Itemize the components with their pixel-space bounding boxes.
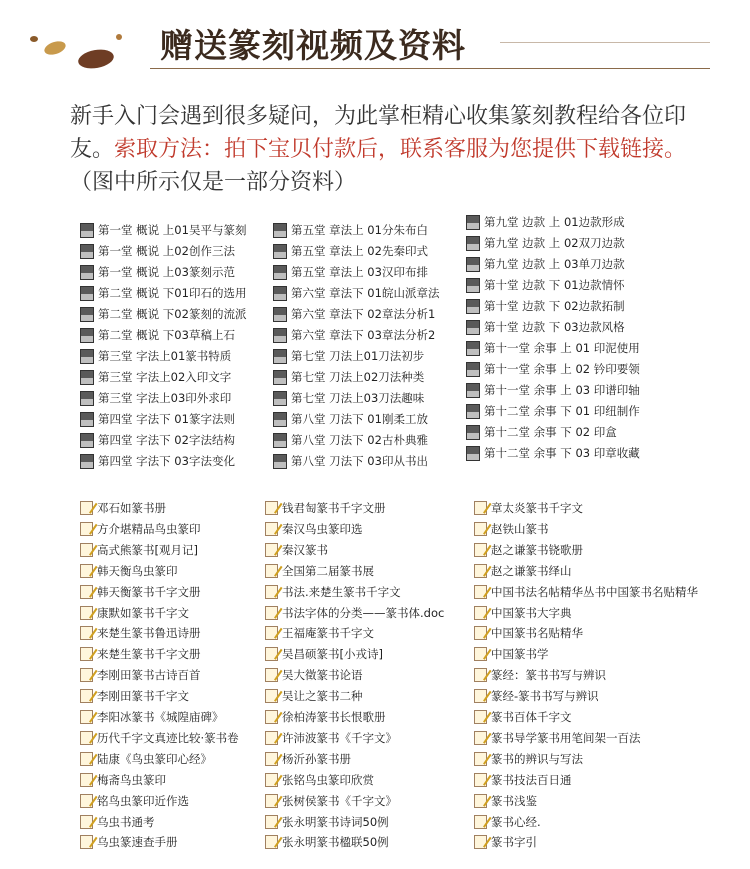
video-file-label: 第三堂 字法上01篆书特质 [98, 349, 232, 363]
document-file-icon [80, 606, 93, 620]
video-file-label: 第二堂 概说 下01印石的选用 [98, 286, 247, 300]
video-file-icon [80, 244, 94, 259]
document-file-label: 书法.来楚生篆书千字文 [282, 585, 401, 599]
document-file-label: 书法字体的分类——篆书体.doc [282, 606, 445, 620]
document-file-label: 李刚田篆书千字文 [97, 689, 189, 703]
document-file-item[interactable] [265, 563, 374, 583]
document-file-item[interactable] [80, 688, 189, 708]
video-file-item[interactable] [466, 214, 625, 234]
document-file-item[interactable] [80, 521, 201, 541]
video-file-label: 第九堂 边款 上 03单刀边款 [484, 257, 625, 271]
video-file-item[interactable] [273, 306, 435, 326]
document-file-icon [265, 773, 278, 787]
video-file-label: 第三堂 字法上02入印文字 [98, 370, 232, 384]
video-file-label: 第八堂 刀法下 01刚柔工放 [291, 412, 428, 426]
document-file-label: 邓石如篆书册 [97, 501, 166, 515]
document-file-icon [265, 689, 278, 703]
document-file-label: 篆书导学篆书用笔间架一百法 [491, 731, 641, 745]
document-file-label: 秦汉鸟虫篆印选 [282, 522, 363, 536]
video-file-item[interactable] [466, 277, 625, 297]
document-file-icon [265, 815, 278, 829]
intro-text [70, 100, 710, 199]
video-file-item[interactable] [273, 390, 424, 410]
video-file-item[interactable] [273, 327, 435, 347]
video-file-item[interactable] [273, 411, 428, 431]
document-file-item[interactable] [265, 834, 389, 854]
document-file-item[interactable] [80, 814, 155, 834]
document-file-item[interactable] [265, 709, 386, 729]
video-file-icon [273, 286, 287, 301]
video-file-item[interactable] [466, 361, 640, 381]
document-file-label: 李刚田篆书古诗百首 [97, 668, 201, 682]
document-file-item[interactable] [80, 500, 166, 520]
document-file-icon [265, 731, 278, 745]
document-file-icon [80, 835, 93, 849]
document-file-label: 许沛波篆书《千字文》 [282, 731, 397, 745]
video-file-label: 第五堂 章法上 02先秦印式 [291, 244, 428, 258]
document-file-icon [265, 626, 278, 640]
document-file-icon [80, 731, 93, 745]
document-file-icon [265, 522, 278, 536]
document-file-icon [80, 522, 93, 536]
document-file-item[interactable] [265, 542, 328, 562]
video-file-label: 第九堂 边款 上 01边款形成 [484, 215, 625, 229]
document-file-item[interactable] [474, 730, 641, 750]
video-file-item[interactable] [80, 285, 246, 305]
document-file-item[interactable] [474, 500, 583, 520]
document-file-item[interactable] [474, 688, 599, 708]
video-file-icon [466, 383, 480, 398]
intro-description: 新手入门会遇到很多疑问，为此掌柜精心收集篆刻教程给各位印友。 [70, 104, 687, 162]
video-file-label: 第四堂 字法下 01篆字法则 [98, 412, 235, 426]
document-file-item[interactable] [80, 646, 201, 666]
document-file-label: 赵铁山篆书 [491, 522, 549, 536]
video-file-icon [466, 425, 480, 440]
document-file-item[interactable] [80, 709, 224, 729]
document-file-item[interactable] [265, 646, 383, 666]
video-file-item[interactable] [466, 235, 625, 255]
video-file-icon [466, 278, 480, 293]
video-file-icon [273, 307, 287, 322]
video-file-icon [80, 223, 94, 238]
document-file-icon [474, 606, 487, 620]
document-file-icon [265, 647, 278, 661]
document-file-item[interactable] [474, 793, 537, 813]
video-file-item[interactable] [80, 222, 246, 242]
video-file-label: 第十一堂 余事 上 03 印谱印轴 [484, 383, 640, 397]
document-file-label: 钱君匋篆书千字文册 [282, 501, 386, 515]
video-file-icon [273, 328, 287, 343]
document-file-icon [474, 626, 487, 640]
document-file-label: 梅斋鸟虫篆印 [97, 773, 166, 787]
document-file-label: 篆书的辨识与写法 [491, 752, 583, 766]
document-file-icon [474, 564, 487, 578]
video-file-item[interactable] [466, 340, 640, 360]
document-file-icon [474, 773, 487, 787]
document-file-icon [265, 710, 278, 724]
document-file-item[interactable] [265, 730, 397, 750]
document-file-icon [474, 689, 487, 703]
document-file-label: 中国书法名帖精华丛书中国篆书名贴精华 [491, 585, 698, 599]
video-file-label: 第一堂 概说 上03篆刻示范 [98, 265, 235, 279]
video-file-label: 第十二堂 余事 下 02 印盒 [484, 425, 617, 439]
video-file-item[interactable] [80, 264, 235, 284]
video-file-icon [273, 391, 287, 406]
document-file-item[interactable] [80, 605, 189, 625]
video-file-label: 第十二堂 余事 下 03 印章收藏 [484, 446, 640, 460]
document-file-label: 来楚生篆书鲁迅诗册 [97, 626, 201, 640]
document-file-item[interactable] [265, 584, 401, 604]
document-file-label: 韩天衡鸟虫篆印 [97, 564, 178, 578]
document-file-item[interactable] [265, 793, 397, 813]
video-file-item[interactable] [273, 222, 428, 242]
video-file-icon [466, 404, 480, 419]
document-file-icon [474, 668, 487, 682]
document-file-icon [474, 543, 487, 557]
document-file-label: 张铭鸟虫篆印欣赏 [282, 773, 374, 787]
divider [500, 42, 710, 43]
document-file-item[interactable] [265, 688, 363, 708]
document-file-item[interactable] [80, 584, 201, 604]
document-file-icon [80, 626, 93, 640]
document-file-label: 王福庵篆书千字文 [282, 626, 374, 640]
video-file-item[interactable] [273, 369, 424, 389]
document-file-label: 张永明篆书诗词50例 [282, 815, 389, 829]
video-file-item[interactable] [466, 382, 640, 402]
document-file-item[interactable] [265, 605, 444, 625]
ink-dot-decoration [116, 34, 122, 40]
document-file-label: 赵之谦篆书绎山 [491, 564, 572, 578]
video-file-icon [80, 265, 94, 280]
video-file-icon [80, 370, 94, 385]
document-file-label: 徐柏涛篆书长恨歌册 [282, 710, 386, 724]
video-file-label: 第十一堂 余事 上 02 钤印要领 [484, 362, 640, 376]
document-file-label: 吴大徵篆书论语 [282, 668, 363, 682]
document-file-icon [474, 585, 487, 599]
document-file-label: 张永明篆书楹联50例 [282, 835, 389, 849]
document-file-icon [80, 501, 93, 515]
video-file-item[interactable] [80, 453, 235, 473]
video-file-item[interactable] [273, 453, 428, 473]
video-file-item[interactable] [273, 285, 439, 305]
video-file-label: 第二堂 概说 下03草稿上石 [98, 328, 235, 342]
video-file-icon [273, 370, 287, 385]
video-file-item[interactable] [80, 432, 235, 452]
video-file-label: 第六堂 章法下 01皖山派章法 [291, 286, 440, 300]
document-file-item[interactable] [80, 730, 239, 750]
video-file-label: 第七堂 刀法上03刀法趣味 [291, 391, 425, 405]
document-file-icon [474, 752, 487, 766]
document-file-icon [265, 752, 278, 766]
document-file-icon [80, 710, 93, 724]
document-file-item[interactable] [80, 751, 212, 771]
document-file-icon [80, 668, 93, 682]
document-file-icon [80, 815, 93, 829]
document-file-label: 韩天衡篆书千字文册 [97, 585, 201, 599]
document-file-label: 乌虫篆速查手册 [97, 835, 178, 849]
banner-title: 赠送篆刻视频及资料 [160, 26, 466, 65]
document-file-label: 方介堪精品鸟虫篆印 [97, 522, 201, 536]
document-file-item[interactable] [80, 834, 178, 854]
video-file-icon [466, 257, 480, 272]
video-file-label: 第二堂 概说 下02篆刻的流派 [98, 307, 247, 321]
video-file-icon [80, 349, 94, 364]
video-file-label: 第四堂 字法下 03字法变化 [98, 454, 235, 468]
document-file-icon [265, 835, 278, 849]
document-file-label: 篆经：篆书书写与辨识 [491, 668, 606, 682]
document-file-icon [265, 668, 278, 682]
video-file-item[interactable] [466, 319, 625, 339]
video-file-label: 第七堂 刀法上02刀法种类 [291, 370, 425, 384]
video-file-icon [273, 454, 287, 469]
video-file-icon [80, 433, 94, 448]
video-file-icon [466, 299, 480, 314]
document-file-item[interactable] [474, 521, 549, 541]
video-file-label: 第四堂 字法下 02字法结构 [98, 433, 235, 447]
video-file-icon [80, 412, 94, 427]
document-file-item[interactable] [265, 772, 374, 792]
video-file-item[interactable] [466, 256, 625, 276]
document-file-item[interactable] [474, 709, 572, 729]
document-file-item[interactable] [265, 521, 363, 541]
document-file-label: 章太炎篆书千字文 [491, 501, 583, 515]
video-file-icon [80, 307, 94, 322]
document-file-icon [80, 647, 93, 661]
video-file-icon [273, 244, 287, 259]
document-file-item[interactable] [474, 772, 572, 792]
document-file-icon [265, 543, 278, 557]
document-file-item[interactable] [474, 646, 549, 666]
video-file-icon [273, 265, 287, 280]
document-file-icon [80, 585, 93, 599]
document-file-icon [474, 522, 487, 536]
video-file-label: 第七堂 刀法上01刀法初步 [291, 349, 425, 363]
video-file-label: 第一堂 概说 上02创作三法 [98, 244, 235, 258]
document-file-label: 中国篆书名贴精华 [491, 626, 583, 640]
video-file-label: 第八堂 刀法下 02古朴典雅 [291, 433, 428, 447]
video-file-icon [466, 446, 480, 461]
document-file-icon [474, 501, 487, 515]
ink-dot-decoration [43, 39, 68, 57]
document-file-label: 吴让之篆书二种 [282, 689, 363, 703]
document-file-item[interactable] [80, 563, 178, 583]
document-file-label: 篆书字引 [491, 835, 537, 849]
video-file-label: 第六堂 章法下 03章法分析2 [291, 328, 436, 342]
divider [150, 68, 710, 69]
video-file-item[interactable] [80, 243, 235, 263]
intro-request-method: 索取方法：拍下宝贝付款后，联系客服为您提供下载链接。 [114, 137, 687, 162]
document-file-item[interactable] [474, 814, 541, 834]
video-file-label: 第三堂 字法上03印外求印 [98, 391, 232, 405]
document-file-item[interactable] [474, 563, 572, 583]
video-file-item[interactable] [273, 432, 428, 452]
document-file-icon [265, 794, 278, 808]
document-file-label: 篆书技法百日通 [491, 773, 572, 787]
video-file-item[interactable] [466, 298, 625, 318]
document-file-icon [265, 585, 278, 599]
document-file-icon [80, 689, 93, 703]
document-file-item[interactable] [80, 772, 166, 792]
document-file-icon [80, 543, 93, 557]
document-file-icon [80, 794, 93, 808]
video-file-item[interactable] [273, 264, 428, 284]
document-file-label: 中国篆书大字典 [491, 606, 572, 620]
document-file-label: 杨沂孙篆书册 [282, 752, 351, 766]
video-file-item[interactable] [273, 348, 424, 368]
document-file-label: 铭鸟虫篆印近作选 [97, 794, 189, 808]
document-file-item[interactable] [80, 667, 201, 687]
video-file-label: 第六堂 章法下 02章法分析1 [291, 307, 436, 321]
document-file-label: 赵之谦篆书铙歌册 [491, 543, 583, 557]
document-file-label: 李阳冰篆书《城隍庙碑》 [97, 710, 224, 724]
document-file-item[interactable] [474, 605, 572, 625]
video-file-item[interactable] [80, 327, 235, 347]
document-file-item[interactable] [80, 793, 189, 813]
ink-dot-decoration [77, 47, 116, 71]
document-file-icon [80, 564, 93, 578]
video-file-icon [466, 362, 480, 377]
video-file-label: 第十一堂 余事 上 01 印泥使用 [484, 341, 640, 355]
video-file-item[interactable] [466, 403, 640, 423]
video-file-item[interactable] [466, 445, 640, 465]
document-file-label: 康默如篆书千字文 [97, 606, 189, 620]
document-file-item[interactable] [80, 625, 201, 645]
document-file-label: 吴昌硕篆书[小戎诗] [282, 647, 383, 661]
document-file-item[interactable] [474, 834, 537, 854]
video-file-label: 第十堂 边款 下 02边款拓制 [484, 299, 625, 313]
video-file-label: 第十堂 边款 下 01边款情怀 [484, 278, 625, 292]
document-file-label: 来楚生篆书千字文册 [97, 647, 201, 661]
document-file-icon [474, 794, 487, 808]
video-file-item[interactable] [80, 348, 231, 368]
document-file-icon [474, 815, 487, 829]
video-file-icon [273, 223, 287, 238]
document-file-item[interactable] [474, 584, 698, 604]
document-file-label: 秦汉篆书 [282, 543, 328, 557]
document-file-label: 全国第二届篆书展 [282, 564, 374, 578]
document-file-icon [474, 710, 487, 724]
document-file-item[interactable] [265, 667, 363, 687]
video-file-item[interactable] [466, 424, 617, 444]
document-file-item[interactable] [474, 751, 583, 771]
banner [0, 0, 750, 80]
video-file-label: 第八堂 刀法下 03印从书出 [291, 454, 428, 468]
document-file-label: 篆书心经. [491, 815, 541, 829]
video-file-icon [466, 320, 480, 335]
document-file-label: 高式熊篆书[观月记] [97, 543, 198, 557]
video-file-icon [80, 328, 94, 343]
document-file-label: 张树侯篆书《千字文》 [282, 794, 397, 808]
video-file-item[interactable] [80, 411, 235, 431]
document-file-item[interactable] [80, 542, 198, 562]
document-file-icon [474, 835, 487, 849]
video-file-label: 第九堂 边款 上 02双刀边款 [484, 236, 625, 250]
document-file-item[interactable] [265, 814, 389, 834]
video-file-item[interactable] [80, 369, 231, 389]
ink-dot-decoration [30, 36, 38, 42]
video-file-item[interactable] [80, 306, 246, 326]
document-file-label: 篆书百体千字文 [491, 710, 572, 724]
video-file-icon [466, 236, 480, 251]
document-file-icon [265, 606, 278, 620]
document-file-item[interactable] [474, 542, 583, 562]
document-file-icon [265, 501, 278, 515]
video-file-icon [80, 286, 94, 301]
video-file-label: 第一堂 概说 上01吴平与篆刻 [98, 223, 247, 237]
video-file-icon [273, 433, 287, 448]
document-file-item[interactable] [265, 751, 351, 771]
document-file-label: 陆康《鸟虫篆印心经》 [97, 752, 212, 766]
video-file-icon [466, 341, 480, 356]
video-file-icon [273, 349, 287, 364]
document-file-icon [474, 731, 487, 745]
document-file-label: 篆书浅鉴 [491, 794, 537, 808]
video-file-icon [273, 412, 287, 427]
video-file-icon [466, 215, 480, 230]
video-file-label: 第五堂 章法上 01分朱布白 [291, 223, 428, 237]
document-file-label: 篆经-篆书书写与辨识 [491, 689, 599, 703]
document-file-item[interactable] [474, 667, 606, 687]
intro-note: （图中所示仅是一部分资料） [70, 170, 357, 195]
video-file-icon [80, 454, 94, 469]
document-file-icon [474, 647, 487, 661]
video-file-label: 第十二堂 余事 下 01 印纽制作 [484, 404, 640, 418]
document-file-item[interactable] [265, 500, 386, 520]
document-file-icon [80, 773, 93, 787]
video-file-label: 第五堂 章法上 03汉印布排 [291, 265, 428, 279]
video-file-item[interactable] [80, 390, 231, 410]
video-file-icon [80, 391, 94, 406]
document-file-icon [80, 752, 93, 766]
video-file-item[interactable] [273, 243, 428, 263]
document-file-label: 历代千字文真迹比较·篆书卷 [97, 731, 239, 745]
document-file-label: 中国篆书学 [491, 647, 549, 661]
document-file-icon [265, 564, 278, 578]
document-file-item[interactable] [265, 625, 374, 645]
document-file-label: 乌虫书通考 [97, 815, 155, 829]
video-file-label: 第十堂 边款 下 03边款风格 [484, 320, 625, 334]
document-file-item[interactable] [474, 625, 583, 645]
